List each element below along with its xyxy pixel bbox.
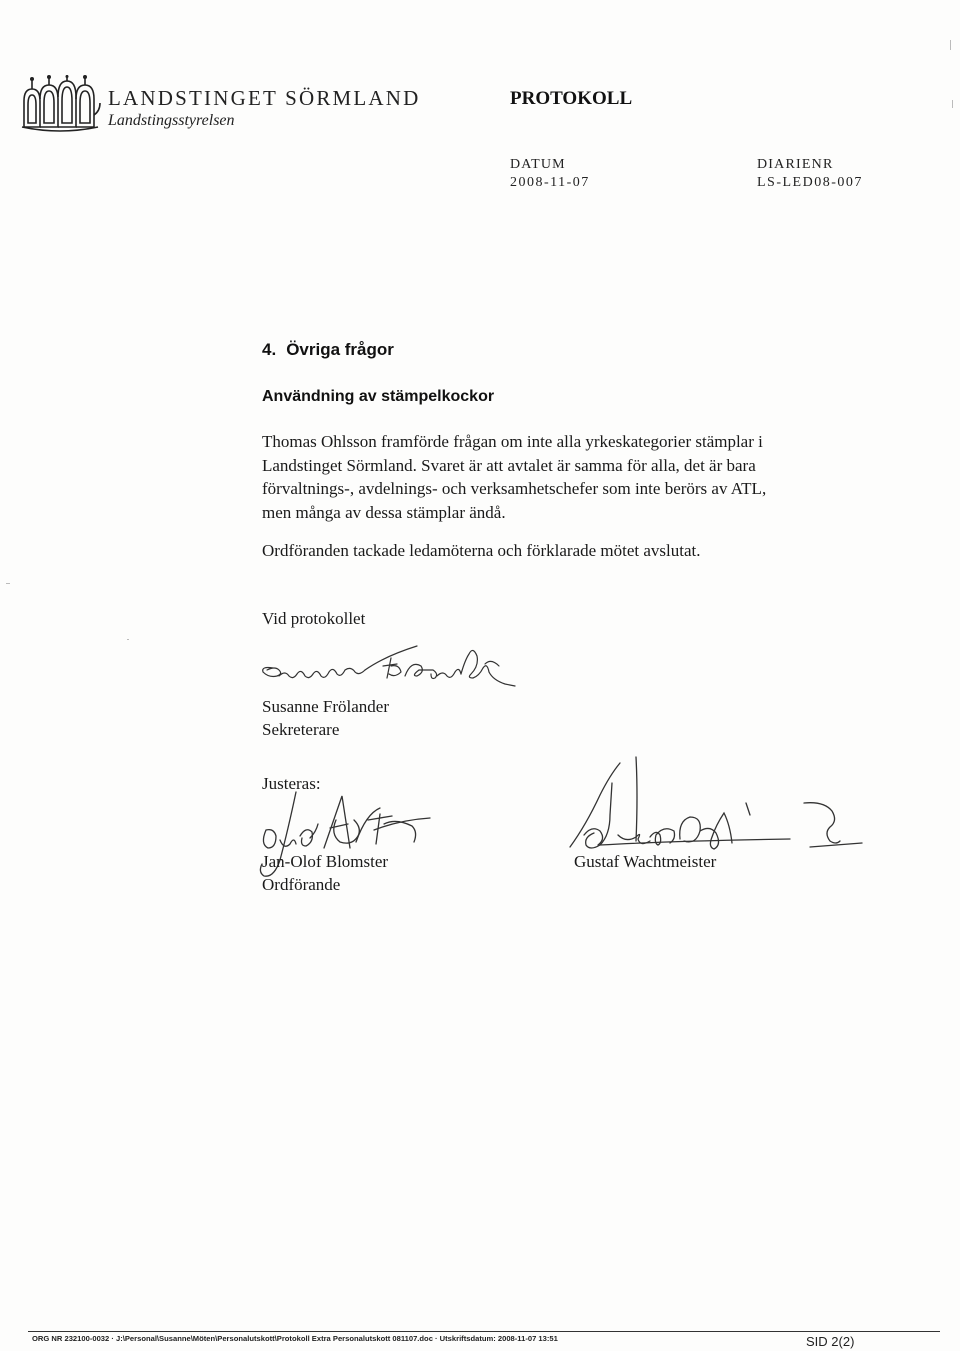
secretary-name: Susanne Frölander: [262, 697, 390, 716]
section-subheading: Användning av stämpelkockor: [262, 388, 495, 405]
vid-protokollet-label: Vid protokollet: [262, 609, 366, 628]
footer-reference: ORG NR 232100-0032 · J:\Personal\Susanne\Möten\Personalutskott\Protokoll Extra Personalutskott 081107.doc · Utskriftsdatum: 2008-11-07 13:51: [32, 1334, 558, 1343]
section-title: Övriga frågor: [286, 340, 394, 359]
document-type: PROTOKOLL: [510, 88, 633, 109]
adjuster-name: Gustaf Wachtmeister: [574, 852, 717, 871]
datum-label: DATUM: [510, 157, 566, 172]
chair-role: Ordförande: [262, 875, 341, 894]
justeras-label: Justeras:: [262, 774, 321, 793]
paragraph-line: men många av dessa stämplar ändå.: [262, 502, 506, 522]
body-paragraph: [262, 430, 766, 524]
paragraph-line: Landstinget Sörmland. Svaret är att avtalet är samma för alla, det är bara: [262, 455, 756, 475]
landstinget-crown-logo-icon: [20, 75, 102, 133]
scan-artifact: [950, 40, 951, 50]
chair-name: Jan-Olof Blomster: [262, 852, 389, 871]
closing-statement: Ordföranden tackade ledamöterna och förklarade mötet avslutat.: [262, 541, 701, 560]
scan-artifact: [127, 639, 129, 640]
scan-artifact: [952, 100, 953, 108]
footer-rule: [28, 1331, 940, 1332]
scan-artifact: [6, 583, 10, 584]
secretary-signature-icon: [255, 636, 517, 692]
organization-department: Landstingsstyrelsen: [108, 112, 235, 129]
paragraph-line: Thomas Ohlsson framförde frågan om inte alla yrkeskategorier stämplar i: [262, 432, 763, 451]
diarienr-value: LS-LED08-007: [757, 175, 863, 190]
section-number: 4.: [262, 340, 277, 359]
datum-value: 2008-11-07: [510, 175, 590, 190]
page-number: SID 2(2): [806, 1334, 855, 1349]
diarienr-label: DIARIENR: [757, 157, 834, 172]
organization-name: LANDSTINGET SÖRMLAND: [108, 86, 421, 110]
secretary-role: Sekreterare: [262, 720, 340, 739]
paragraph-line: förvaltnings-, avdelnings- och verksamhetschefer som inte berörs av ATL,: [262, 479, 767, 498]
section-heading: [262, 340, 394, 360]
